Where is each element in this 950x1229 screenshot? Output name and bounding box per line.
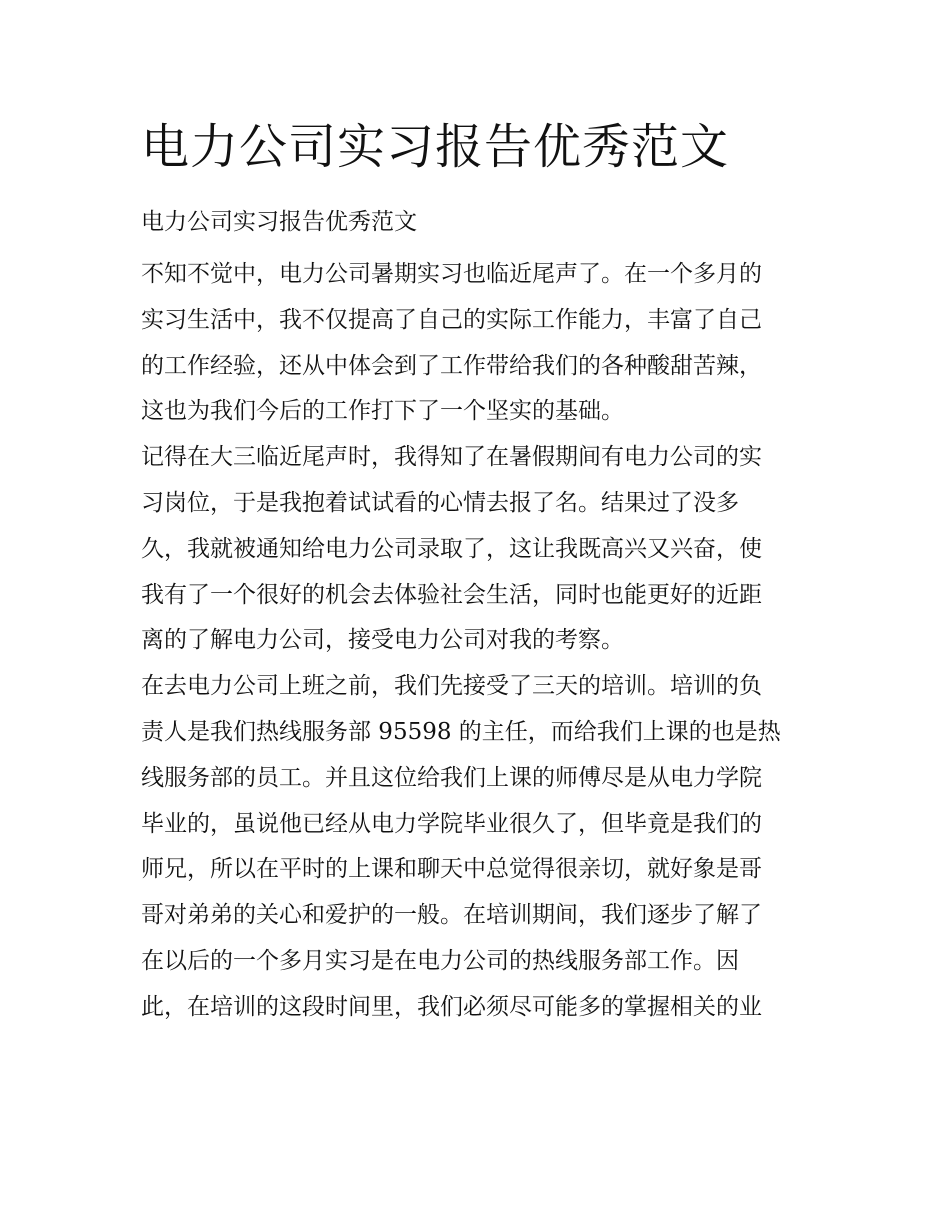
document-subtitle: 电力公司实习报告优秀范文 (141, 209, 417, 235)
paragraph-line: 责人是我们热线服务部 95598 的主任，而给我们上课的也是热 (141, 718, 781, 745)
paragraph-line: 我有了一个很好的机会去体验社会生活，同时也能更好的近距 (141, 581, 762, 608)
document-body (141, 255, 811, 1034)
paragraph-line: 线服务部的员工。并且这位给我们上课的师傅尽是从电力学院 (141, 764, 762, 791)
paragraph-line: 的工作经验，还从中体会到了工作带给我们的各种酸甜苦辣， (141, 352, 762, 379)
paragraph-line: 久，我就被通知给电力公司录取了，这让我既高兴又兴奋，使 (141, 535, 762, 562)
paragraph-line: 在去电力公司上班之前，我们先接受了三天的培训。培训的负 (141, 673, 762, 700)
paragraph-line: 这也为我们今后的工作打下了一个坚实的基础。 (141, 398, 624, 425)
document-title: 电力公司实习报告优秀范文 (141, 119, 730, 175)
paragraph-line: 师兄，所以在平时的上课和聊天中总觉得很亲切，就好象是哥 (141, 856, 762, 883)
paragraph-line: 实习生活中，我不仅提高了自己的实际工作能力，丰富了自己 (141, 306, 762, 333)
paragraph-line: 哥对弟弟的关心和爱护的一般。在培训期间，我们逐步了解了 (141, 902, 762, 929)
paragraph (141, 255, 811, 438)
paragraph-line: 此，在培训的这段时间里，我们必须尽可能多的掌握相关的业 (141, 993, 762, 1020)
paragraph-line: 在以后的一个多月实习是在电力公司的热线服务部工作。因 (141, 947, 739, 974)
paragraph (141, 667, 811, 1033)
paragraph-line: 毕业的，虽说他已经从电力学院毕业很久了，但毕竟是我们的 (141, 810, 762, 837)
paragraph-line: 离的了解电力公司，接受电力公司对我的考察。 (141, 627, 624, 654)
paragraph-line: 习岗位，于是我抱着试试看的心情去报了名。结果过了没多 (141, 489, 739, 516)
paragraph-line: 记得在大三临近尾声时，我得知了在暑假期间有电力公司的实 (141, 444, 762, 471)
paragraph-line: 不知不觉中，电力公司暑期实习也临近尾声了。在一个多月的 (141, 261, 762, 287)
paragraph (141, 438, 811, 667)
